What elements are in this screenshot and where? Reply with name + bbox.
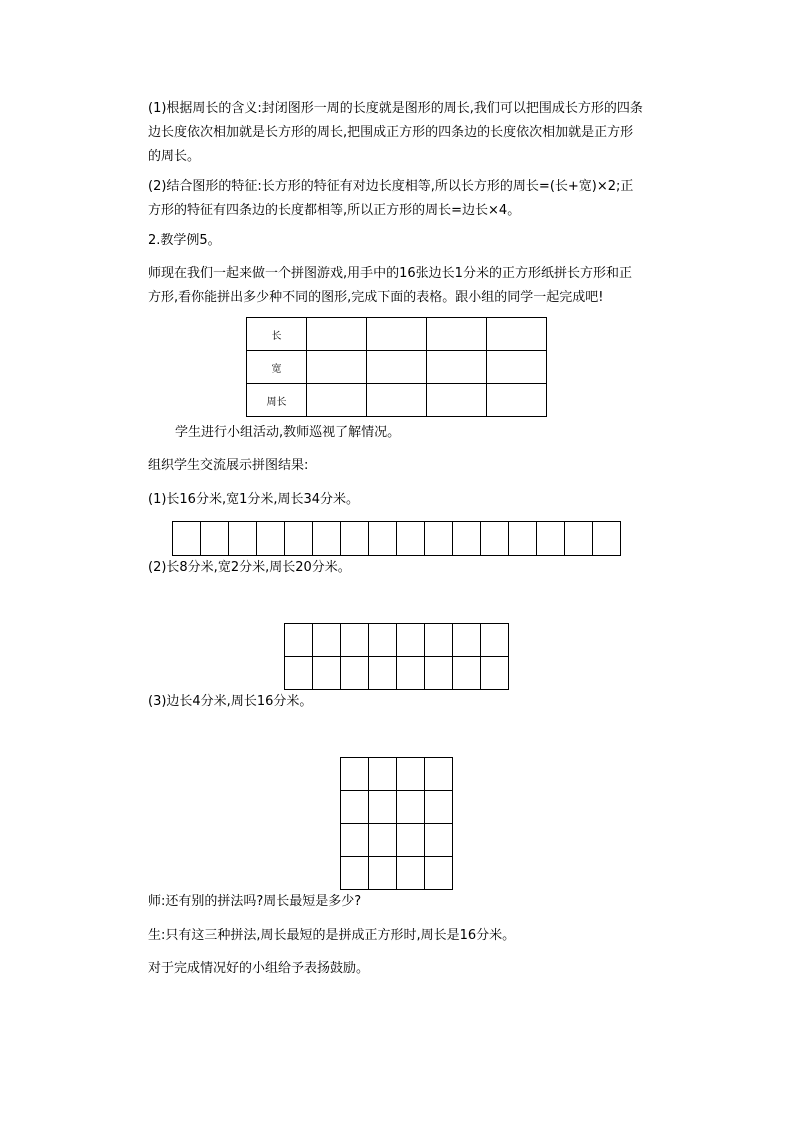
paragraph-shape-features	[148, 175, 644, 223]
row-label-width: 宽	[247, 351, 307, 384]
square-tile	[425, 657, 453, 690]
square-tile	[509, 522, 537, 556]
paragraph-group-activity: 学生进行小组活动,教师巡视了解情况。	[175, 425, 401, 440]
square-tile	[313, 522, 341, 556]
figure-row	[285, 657, 509, 690]
square-tile	[341, 624, 369, 657]
table-cell	[367, 351, 427, 384]
figure-4x4-square	[340, 757, 453, 890]
row-label-length: 长	[247, 318, 307, 351]
square-tile	[341, 758, 369, 791]
square-tile	[481, 657, 509, 690]
square-tile	[397, 791, 425, 824]
square-tile	[285, 624, 313, 657]
fill-in-table	[246, 317, 547, 417]
result-1-label: (1)长16分米,宽1分米,周长34分米。	[148, 492, 360, 507]
figure-row	[285, 624, 509, 657]
paragraph-text: (1)根据周长的含义:封闭图形一周的长度就是图形的周长,我们可以把围成长方形的四条边长度依次相加就是长方形的周长,把围成正方形的四条边的长度依次相加就是正方形的周长。	[148, 101, 643, 164]
square-tile	[481, 624, 509, 657]
square-tile	[593, 522, 621, 556]
square-tile	[341, 657, 369, 690]
table-cell	[487, 351, 547, 384]
square-tile	[313, 624, 341, 657]
table-cell	[427, 384, 487, 417]
square-tile	[397, 624, 425, 657]
square-tile	[173, 522, 201, 556]
square-tile	[341, 824, 369, 857]
square-tile	[481, 522, 509, 556]
square-tile	[397, 824, 425, 857]
square-tile	[341, 857, 369, 890]
square-tile	[397, 657, 425, 690]
square-tile	[425, 791, 453, 824]
square-tile	[537, 522, 565, 556]
square-tile	[201, 522, 229, 556]
teacher-question: 师:还有别的拼法吗?周长最短是多少?	[148, 894, 362, 909]
square-tile	[369, 791, 397, 824]
square-tile	[341, 522, 369, 556]
table-cell	[367, 318, 427, 351]
table-row	[247, 351, 547, 384]
square-tile	[369, 624, 397, 657]
square-tile	[369, 522, 397, 556]
square-tile	[453, 624, 481, 657]
square-tile	[369, 758, 397, 791]
square-tile	[285, 657, 313, 690]
table-cell	[427, 318, 487, 351]
table-row	[247, 384, 547, 417]
paragraph-perimeter-meaning	[148, 97, 644, 169]
figure-row	[173, 522, 621, 556]
square-tile	[397, 758, 425, 791]
student-answer: 生:只有这三种拼法,周长最短的是拼成正方形时,周长是16分米。	[148, 928, 516, 943]
table-cell	[427, 351, 487, 384]
figure-row	[341, 758, 453, 791]
square-tile	[229, 522, 257, 556]
figure-row	[341, 857, 453, 890]
square-tile	[565, 522, 593, 556]
paragraph-text: 师现在我们一起来做一个拼图游戏,用手中的16张边长1分米的正方形纸拼长方形和正方形,看你能拼出多少种不同的图形,完成下面的表格。跟小组的同学一起完成吧!	[148, 266, 632, 305]
square-tile	[285, 522, 313, 556]
figure-16x1-rectangle	[172, 521, 621, 556]
table-cell	[367, 384, 427, 417]
table-cell	[487, 318, 547, 351]
square-tile	[313, 657, 341, 690]
table-cell	[307, 318, 367, 351]
paragraph-show-results: 组织学生交流展示拼图结果:	[148, 458, 309, 473]
square-tile	[453, 522, 481, 556]
row-label-perimeter: 周长	[247, 384, 307, 417]
heading-example-5: 2.教学例5。	[148, 233, 221, 248]
result-3-label: (3)边长4分米,周长16分米。	[148, 694, 313, 709]
square-tile	[425, 824, 453, 857]
square-tile	[453, 657, 481, 690]
paragraph-text: (2)结合图形的特征:长方形的特征有对边长度相等,所以长方形的周长=(长+宽)×2;正方形的特征有四条边的长度都相等,所以正方形的周长=边长×4。	[148, 179, 634, 218]
square-tile	[397, 857, 425, 890]
figure-row	[341, 824, 453, 857]
figure-8x2-rectangle	[284, 623, 509, 690]
square-tile	[425, 758, 453, 791]
result-2-label: (2)长8分米,宽2分米,周长20分米。	[148, 560, 351, 575]
closing-remark: 对于完成情况好的小组给予表扬鼓励。	[148, 961, 370, 976]
square-tile	[425, 522, 453, 556]
table-row	[247, 318, 547, 351]
paragraph-puzzle-game	[148, 262, 644, 310]
table-cell	[307, 384, 367, 417]
square-tile	[397, 522, 425, 556]
square-tile	[369, 657, 397, 690]
square-tile	[369, 857, 397, 890]
square-tile	[369, 824, 397, 857]
square-tile	[425, 624, 453, 657]
table-cell	[307, 351, 367, 384]
square-tile	[425, 857, 453, 890]
square-tile	[341, 791, 369, 824]
table-cell	[487, 384, 547, 417]
square-tile	[257, 522, 285, 556]
figure-row	[341, 791, 453, 824]
